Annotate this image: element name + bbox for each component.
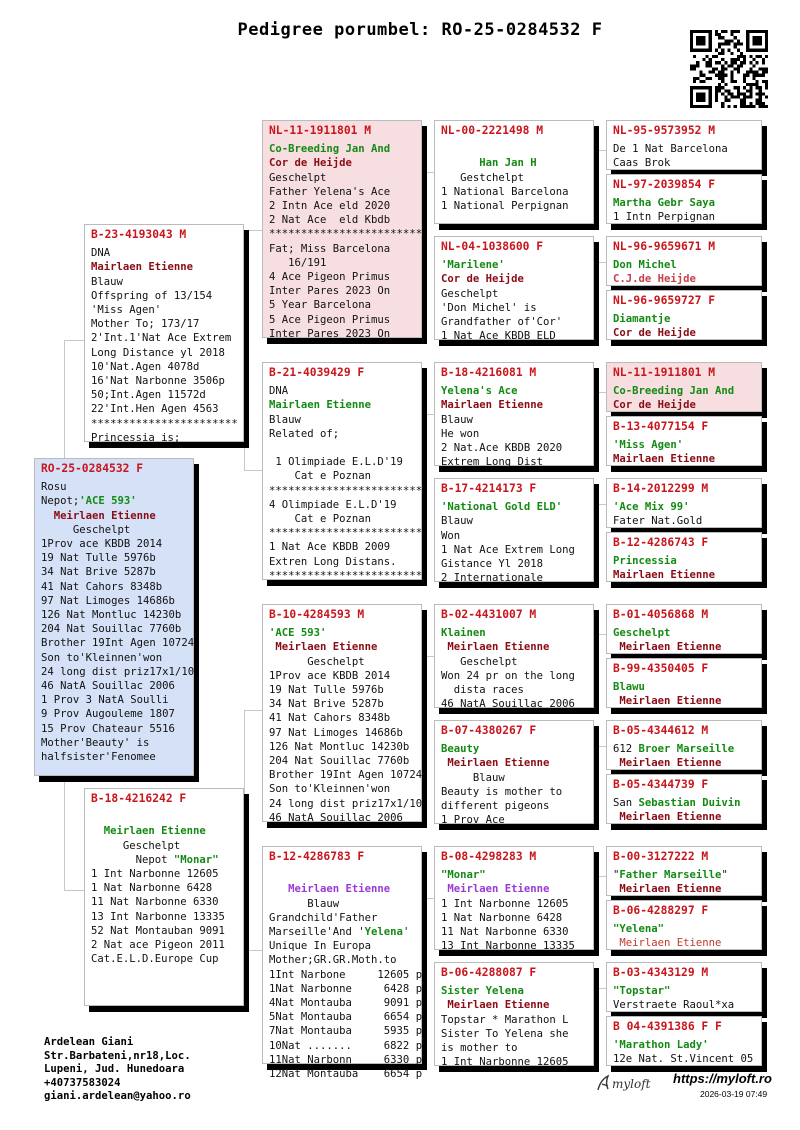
card-line: Co-Breeding Jan And bbox=[613, 385, 735, 398]
card-line: Geschelpt bbox=[441, 655, 518, 668]
card-line: 15 Prov Chateaur 5516 bbox=[41, 722, 175, 735]
card-line: 4 Ace Pigeon Primus bbox=[269, 271, 391, 284]
card-line: Won bbox=[441, 529, 461, 542]
card-line: Meirlaen Etienne bbox=[613, 811, 722, 824]
card-line: 16/191 bbox=[269, 256, 327, 269]
card-line: 1 Int Narbonne 12605 bbox=[441, 897, 569, 910]
pigeon-card-sds[interactable] bbox=[434, 362, 594, 469]
card-line: 97 Nat Limoges 14686b bbox=[41, 594, 175, 607]
card-line: 'Don Michel' is bbox=[441, 301, 537, 314]
card-line: Gestchelpt bbox=[441, 171, 524, 184]
card-line: Princessia is; bbox=[91, 431, 181, 444]
card-line: 5 Year Barcelona bbox=[269, 299, 372, 312]
pigeon-card-g16[interactable] bbox=[606, 1016, 762, 1066]
connector-line bbox=[64, 340, 85, 459]
card-line: 4 Olimpiade E.L.D'19 bbox=[269, 498, 397, 511]
card-line: 10Nat ....... 6822 p bbox=[269, 1039, 423, 1052]
ring-number: B-08-4298283 M bbox=[441, 850, 537, 863]
card-line: Meirlaen Etienne bbox=[613, 757, 722, 770]
card-line: Mother'Beauty' is bbox=[41, 736, 150, 749]
card-line: Blauw bbox=[91, 275, 123, 288]
card-line: 46 NatA Souillac 2006 bbox=[41, 680, 175, 693]
pigeon-card-sire[interactable] bbox=[84, 224, 244, 442]
breeder-info bbox=[44, 1036, 191, 1104]
card-line: 2 Nat Ace eld Kbdb bbox=[269, 214, 391, 227]
card-line: Extren Long Distans. bbox=[269, 555, 397, 568]
pigeon-card-g7[interactable] bbox=[606, 478, 762, 528]
card-line: 1 National Perpignan bbox=[441, 200, 569, 213]
ring-number: B-18-4216081 M bbox=[441, 366, 537, 379]
card-line bbox=[91, 853, 237, 867]
card-line: 19 Nat Tulle 5976b bbox=[269, 684, 384, 697]
pigeon-card-sdd[interactable] bbox=[434, 478, 594, 585]
card-line: Klainen bbox=[441, 627, 486, 640]
ring-number: NL-04-1038600 F bbox=[441, 240, 544, 253]
card-line: Meirlaen Etienne bbox=[269, 883, 391, 896]
card-line: 2 Nat ace Pigeon 2011 bbox=[91, 939, 225, 952]
card-line: 24 long dist priz17x1/10 bbox=[269, 797, 423, 810]
card-line: 'Miss Agen' bbox=[91, 304, 162, 317]
card-line: Won 24 pr on the long bbox=[441, 669, 575, 682]
ring-number: B-21-4039429 F bbox=[269, 366, 365, 379]
card-text-segment: Marseille'And ' bbox=[269, 926, 365, 939]
card-line bbox=[269, 441, 415, 455]
ring-number: B-12-4286743 F bbox=[613, 536, 709, 549]
qr-code-icon bbox=[690, 30, 768, 108]
pigeon-card-dss[interactable] bbox=[434, 604, 594, 711]
card-line: 5 Ace Pigeon Primus bbox=[269, 313, 391, 326]
card-line: Related of; bbox=[269, 427, 340, 440]
card-line: Meirlaen Etienne bbox=[441, 757, 550, 770]
card-line: Don Michel bbox=[613, 259, 677, 272]
ring-number: B-12-4286783 F bbox=[269, 850, 365, 863]
pigeon-card-ss[interactable] bbox=[262, 120, 422, 338]
pigeon-card-g5[interactable] bbox=[606, 362, 762, 412]
card-line: 50;Int.Agen 11572d bbox=[91, 389, 206, 402]
card-text-segment: Nepot; bbox=[41, 495, 80, 508]
card-line: 2 Nat.Ace KBDB 2020 bbox=[441, 442, 563, 455]
ring-number: B-99-4350405 F bbox=[613, 662, 709, 675]
website-link[interactable]: https://myloft.ro bbox=[673, 1071, 772, 1086]
pigeon-card-g6[interactable] bbox=[606, 416, 762, 466]
card-line: Blauw bbox=[441, 515, 473, 528]
card-line: halfsister'Fenomee bbox=[41, 751, 156, 764]
card-line: Rosu bbox=[41, 481, 67, 494]
card-line: Meirlaen Etienne bbox=[41, 509, 156, 522]
breeder-line: Lupeni, Jud. Hunedoara bbox=[44, 1063, 185, 1076]
card-line: 16'Nat Narbonne 3506p bbox=[91, 375, 225, 388]
card-line: Beauty is mother to bbox=[441, 785, 563, 798]
card-line: Cor de Heijde bbox=[441, 273, 524, 286]
card-line: Long Distance yl 2018 bbox=[91, 346, 225, 359]
card-line: Cor de Heijde bbox=[613, 399, 696, 412]
card-line bbox=[41, 494, 187, 508]
card-line: 126 Nat Montluc 14230b bbox=[269, 740, 410, 753]
card-line: dista races bbox=[441, 684, 524, 697]
pigeon-card-g1[interactable] bbox=[606, 120, 762, 170]
card-line: 11Nat Narbonn 6330 p bbox=[269, 1053, 423, 1066]
card-line: 1 Nat Ace KBDB 2009 bbox=[269, 541, 391, 554]
card-line: Mairlaen Etienne bbox=[613, 569, 716, 582]
card-line: 1 Prov 3 NatA Soulli bbox=[41, 694, 169, 707]
card-line: Fat; Miss Barcelona bbox=[269, 242, 391, 255]
card-line: 1Nat Narbonne 6428 p bbox=[269, 982, 423, 995]
card-line: Meirlaen Etienne bbox=[269, 641, 378, 654]
card-line: 19 Nat Tulle 5976b bbox=[41, 552, 156, 565]
card-line: 'ACE 593' bbox=[269, 627, 327, 640]
ring-number: B-06-4288087 F bbox=[441, 966, 537, 979]
card-line: 1 National Barcelona bbox=[441, 185, 569, 198]
card-line: Fater Nat.Gold bbox=[613, 515, 703, 528]
card-text-segment: Father Marseille bbox=[619, 869, 722, 882]
card-line bbox=[269, 868, 415, 882]
card-line: Meirlaen Etienne bbox=[441, 641, 550, 654]
card-line bbox=[613, 796, 755, 810]
pigeon-card-g14[interactable] bbox=[606, 900, 762, 950]
card-line: 12Nat Montauba 6654 p bbox=[269, 1068, 423, 1081]
ring-number: NL-96-9659671 M bbox=[613, 240, 716, 253]
card-line: Geschelpt bbox=[441, 287, 499, 300]
card-line: 22'Int.Hen Agen 4563 bbox=[91, 403, 219, 416]
pigeon-card-g2[interactable] bbox=[606, 174, 762, 224]
card-line bbox=[613, 868, 755, 882]
card-line: Cor de Heijde bbox=[269, 157, 352, 170]
pigeon-card-g9[interactable] bbox=[606, 604, 762, 654]
card-line: 1 Int Narbonne 12605 bbox=[91, 868, 219, 881]
card-line: Blauw bbox=[441, 413, 473, 426]
card-line: Unique In Europa bbox=[269, 940, 372, 953]
pigeon-card-g4[interactable] bbox=[606, 290, 762, 340]
card-text-segment: " bbox=[613, 869, 620, 882]
card-line: 97 Nat Limoges 14686b bbox=[269, 726, 403, 739]
card-line: Cat e Poznan bbox=[269, 470, 372, 483]
card-text-segment: San bbox=[613, 797, 639, 810]
card-line: 46 NatA Souillac 2006 bbox=[441, 698, 575, 711]
card-line: 2'Int.1'Nat Ace Extrem bbox=[91, 332, 232, 345]
card-line: Son to'Kleinnen'won bbox=[41, 651, 163, 664]
card-line: Son to'Kleinnen'won bbox=[269, 783, 391, 796]
connector-line bbox=[244, 920, 263, 951]
pigeon-card-g12[interactable] bbox=[606, 774, 762, 824]
card-line: Grandfather of'Cor' bbox=[441, 316, 563, 329]
card-line: Meirlaen Etienne bbox=[441, 883, 550, 896]
card-line: 12e Nat. St.Vincent 05 bbox=[613, 1053, 754, 1066]
card-line: is mother to bbox=[441, 1042, 518, 1055]
card-line: Mairlaen Etienne bbox=[441, 399, 544, 412]
card-line: Blauw bbox=[441, 771, 505, 784]
card-line: 34 Nat Brive 5287b bbox=[269, 698, 384, 711]
card-text-segment: Yelena bbox=[364, 926, 403, 939]
card-line bbox=[91, 810, 237, 824]
ring-number: B 04-4391386 F F bbox=[613, 1020, 722, 1033]
card-line: Meirlaen Etienne bbox=[613, 937, 722, 950]
card-line: 'National Gold ELD' bbox=[441, 501, 563, 514]
card-line: Geschelpt bbox=[41, 523, 131, 536]
card-line: He won bbox=[441, 427, 480, 440]
card-line: Mairlaen Etienne bbox=[613, 453, 716, 466]
card-line: 1 Nat Narbonne 6428 bbox=[91, 882, 213, 895]
card-line: 4Nat Montauba 9091 p bbox=[269, 997, 423, 1010]
card-line: 204 Nat Souillac 7760b bbox=[269, 755, 410, 768]
card-line: 10'Nat.Agen 4078d bbox=[91, 360, 200, 373]
ring-number: RO-25-0284532 F bbox=[41, 462, 144, 475]
card-line: Cat.E.L.D.Europe Cup bbox=[91, 953, 219, 966]
card-line: Diamantje bbox=[613, 313, 671, 326]
page-title: Pedigree porumbel: RO-25-0284532 F bbox=[237, 20, 603, 40]
card-line: Gistance Yl 2018 bbox=[441, 558, 544, 571]
card-line: DNA bbox=[91, 247, 111, 260]
pigeon-card-subject[interactable] bbox=[34, 458, 194, 776]
card-line: Verstraete Raoul*xa bbox=[613, 999, 735, 1012]
connector-line bbox=[244, 440, 263, 471]
ring-number: B-00-3127222 M bbox=[613, 850, 709, 863]
ring-number: B-01-4056868 M bbox=[613, 608, 709, 621]
card-line: Brother 19Int Agen 10724 bbox=[269, 769, 423, 782]
breeder-line: giani.ardelean@yahoo.ro bbox=[44, 1090, 191, 1103]
ring-number: B-05-4344612 M bbox=[613, 724, 709, 737]
connector-line bbox=[244, 230, 263, 335]
card-line: 1 Nat Narbonne 6428 bbox=[441, 911, 563, 924]
card-text-segment: 612 bbox=[613, 743, 639, 756]
card-line: Blauw bbox=[269, 897, 340, 910]
card-line: Offspring of 13/154 bbox=[91, 289, 213, 302]
card-line: Geschelpt bbox=[91, 839, 181, 852]
card-line: Brother 19Int Agen 10724 bbox=[41, 637, 195, 650]
card-line: 2 Internationale bbox=[441, 572, 544, 585]
card-line: Mairlaen Etienne bbox=[91, 261, 194, 274]
card-line: Blauw bbox=[269, 413, 301, 426]
ring-number: B-18-4216242 F bbox=[91, 792, 187, 805]
card-line: 2 Intn Ace eld 2020 bbox=[269, 200, 391, 213]
card-text-segment: ' bbox=[402, 926, 410, 939]
pigeon-card-g13[interactable] bbox=[606, 846, 762, 896]
ring-number: B-17-4214173 F bbox=[441, 482, 537, 495]
card-line: *********************** bbox=[91, 417, 238, 430]
card-line: "Yelena" bbox=[613, 923, 665, 936]
card-line: 52 Nat Montauban 9091 bbox=[91, 924, 225, 937]
card-line: 1 Olimpiade E.L.D'19 bbox=[269, 456, 403, 469]
card-line: 1Int Narbone 12605 p bbox=[269, 968, 423, 981]
card-line: Geschelpt bbox=[613, 627, 671, 640]
card-line: Inter Pares 2023 On bbox=[269, 327, 391, 340]
card-line: 7Nat Montauba 5935 p bbox=[269, 1025, 423, 1038]
card-line: Mairlaen Etienne bbox=[269, 399, 372, 412]
card-text-segment: Sebastian Duivin bbox=[638, 797, 741, 810]
card-text-segment: 'ACE 593' bbox=[79, 495, 137, 508]
pigeon-card-sd[interactable] bbox=[262, 362, 422, 580]
card-line: 41 Nat Cahors 8348b bbox=[269, 712, 391, 725]
breeder-line: Str.Barbateni,nr18,Loc. bbox=[44, 1049, 191, 1062]
card-line: Martha Gebr Saya bbox=[613, 197, 716, 210]
myloft-logo bbox=[594, 1072, 664, 1094]
card-line: 'Marathon Lady' bbox=[613, 1039, 709, 1052]
pigeon-card-g3[interactable] bbox=[606, 236, 762, 286]
card-line: 11 Nat Narbonne 6330 bbox=[91, 896, 219, 909]
card-line: Inter Pares 2023 On bbox=[269, 285, 391, 298]
pigeon-card-dd[interactable] bbox=[262, 846, 423, 1081]
pigeon-card-sss[interactable] bbox=[434, 120, 594, 224]
card-text-segment: Broer Marseille bbox=[638, 743, 735, 756]
pigeon-card-dds[interactable] bbox=[434, 846, 594, 953]
card-line: 204 Nat Souillac 7760b bbox=[41, 623, 182, 636]
card-line: 11 Nat Narbonne 6330 bbox=[441, 926, 569, 939]
card-line: 'Marilene' bbox=[441, 259, 505, 272]
card-line: 24 long dist priz17x1/10 bbox=[41, 665, 195, 678]
card-line: Co-Breeding Jan And bbox=[269, 143, 391, 156]
card-line: 'Miss Agen' bbox=[613, 439, 684, 452]
pigeon-card-ddd[interactable] bbox=[434, 962, 594, 1069]
card-line: Caas Brok bbox=[613, 157, 671, 170]
card-line: Meirlaen Etienne bbox=[613, 695, 722, 708]
ring-number: NL-95-9573952 M bbox=[613, 124, 716, 137]
card-line: 1 Intn Perpignan bbox=[613, 211, 716, 224]
card-line: "Topstar" bbox=[613, 985, 671, 998]
pigeon-card-g10[interactable] bbox=[606, 658, 762, 708]
ring-number: NL-00-2221498 M bbox=[441, 124, 544, 137]
pigeon-card-dsd[interactable] bbox=[434, 720, 594, 827]
card-line: Cat e Poznan bbox=[269, 513, 372, 526]
card-line: 13 Int Narbonne 13335 bbox=[441, 940, 575, 953]
card-line bbox=[269, 925, 415, 939]
card-line: DNA bbox=[269, 385, 289, 398]
card-line: 126 Nat Montluc 14230b bbox=[41, 609, 182, 622]
card-line: Topstar * Marathon L bbox=[441, 1013, 569, 1026]
connector-line bbox=[64, 776, 85, 891]
card-line: 34 Nat Brive 5287b bbox=[41, 566, 156, 579]
card-line: De 1 Nat Barcelona bbox=[613, 143, 728, 156]
pigeon-card-g11[interactable] bbox=[606, 720, 762, 770]
card-line: 46 NatA Souillac 2006 bbox=[269, 811, 403, 824]
timestamp: 2026-03-19 07:49 bbox=[700, 1089, 768, 1099]
card-text-segment: " bbox=[721, 869, 728, 882]
pigeon-card-dam[interactable] bbox=[84, 788, 244, 1006]
card-line: Grandchild'Father bbox=[269, 911, 378, 924]
ring-number: B-02-4431007 M bbox=[441, 608, 537, 621]
card-line: ************************ bbox=[269, 527, 423, 540]
card-line: Meirlaen Etienne bbox=[441, 999, 550, 1012]
pigeon-card-g8[interactable] bbox=[606, 532, 762, 582]
card-line: Meirlaen Etienne bbox=[613, 641, 722, 654]
card-line: 13 Int Narbonne 13335 bbox=[91, 910, 225, 923]
card-line: Extrem Long Dist bbox=[441, 456, 544, 469]
pigeon-card-ds[interactable] bbox=[262, 604, 422, 822]
card-line: 1Prov ace KBDB 2014 bbox=[269, 669, 391, 682]
card-text-segment: Nepot bbox=[91, 853, 174, 866]
card-line: 1 Nat Ace Extrem Long bbox=[441, 543, 575, 556]
card-line: 1Prov ace KBDB 2014 bbox=[41, 538, 163, 551]
card-line: Geschelpt bbox=[269, 171, 327, 184]
card-line: Geschelpt bbox=[269, 655, 365, 668]
connector-line bbox=[244, 710, 263, 871]
card-line: "Monar" bbox=[441, 869, 486, 882]
card-line: Princessia bbox=[613, 555, 677, 568]
svg-text:myloft: myloft bbox=[612, 1077, 651, 1091]
card-line: Yelena's Ace bbox=[441, 385, 518, 398]
card-line: Meirlaen Etienne bbox=[613, 883, 722, 896]
ring-number: NL-97-2039854 F bbox=[613, 178, 716, 191]
card-line: Sister Yelena bbox=[441, 985, 524, 998]
pigeon-card-ssd[interactable] bbox=[434, 236, 594, 343]
ring-number: NL-11-1911801 M bbox=[269, 124, 372, 137]
ring-number: B-23-4193043 M bbox=[91, 228, 187, 241]
pigeon-card-g15[interactable] bbox=[606, 962, 762, 1012]
card-line: 'Ace Mix 99' bbox=[613, 501, 690, 514]
card-line: Meirlaen Etienne bbox=[91, 825, 206, 838]
card-line: different pigeons bbox=[441, 800, 550, 813]
breeder-line: Ardelean Giani bbox=[44, 1036, 134, 1048]
card-line: Beauty bbox=[441, 743, 480, 756]
card-line bbox=[441, 142, 587, 156]
card-line: Blawu bbox=[613, 681, 645, 694]
breeder-line: +40737583024 bbox=[44, 1076, 121, 1089]
card-line: 1 Prov Ace bbox=[441, 814, 505, 827]
ring-number: B-07-4380267 F bbox=[441, 724, 537, 737]
card-line: Mother;GR.GR.Moth.to bbox=[269, 954, 397, 967]
card-line: ************************ bbox=[269, 228, 423, 241]
ring-number: B-06-4288297 F bbox=[613, 904, 709, 917]
ring-number: B-13-4077154 F bbox=[613, 420, 709, 433]
card-line: 41 Nat Cahors 8348b bbox=[41, 580, 163, 593]
card-line: Father Yelena's Ace bbox=[269, 185, 391, 198]
card-line: C.J.de Heijde bbox=[613, 273, 696, 286]
card-line: ************************ bbox=[269, 569, 423, 582]
card-line: Mother To; 173/17 bbox=[91, 318, 200, 331]
ring-number: B-10-4284593 M bbox=[269, 608, 365, 621]
ring-number: B-05-4344739 F bbox=[613, 778, 709, 791]
ring-number: B-14-2012299 M bbox=[613, 482, 709, 495]
ring-number: NL-11-1911801 M bbox=[613, 366, 716, 379]
card-line bbox=[613, 742, 755, 756]
card-line: 1 Nat Ace KBDB ELD bbox=[441, 330, 556, 343]
card-line: Han Jan H bbox=[441, 157, 537, 170]
card-line: 1 Int Narbonne 12605 bbox=[441, 1056, 569, 1069]
card-line: Sister To Yelena she bbox=[441, 1027, 569, 1040]
ring-number: NL-96-9659727 F bbox=[613, 294, 716, 307]
card-line: 5Nat Montauba 6654 p bbox=[269, 1011, 423, 1024]
card-text-segment: "Monar" bbox=[173, 853, 219, 866]
ring-number: B-03-4343129 M bbox=[613, 966, 709, 979]
card-line: ************************ bbox=[269, 484, 423, 497]
card-line: Cor de Heijde bbox=[613, 327, 696, 340]
card-line: 9 Prov Augouleme 1807 bbox=[41, 708, 175, 721]
